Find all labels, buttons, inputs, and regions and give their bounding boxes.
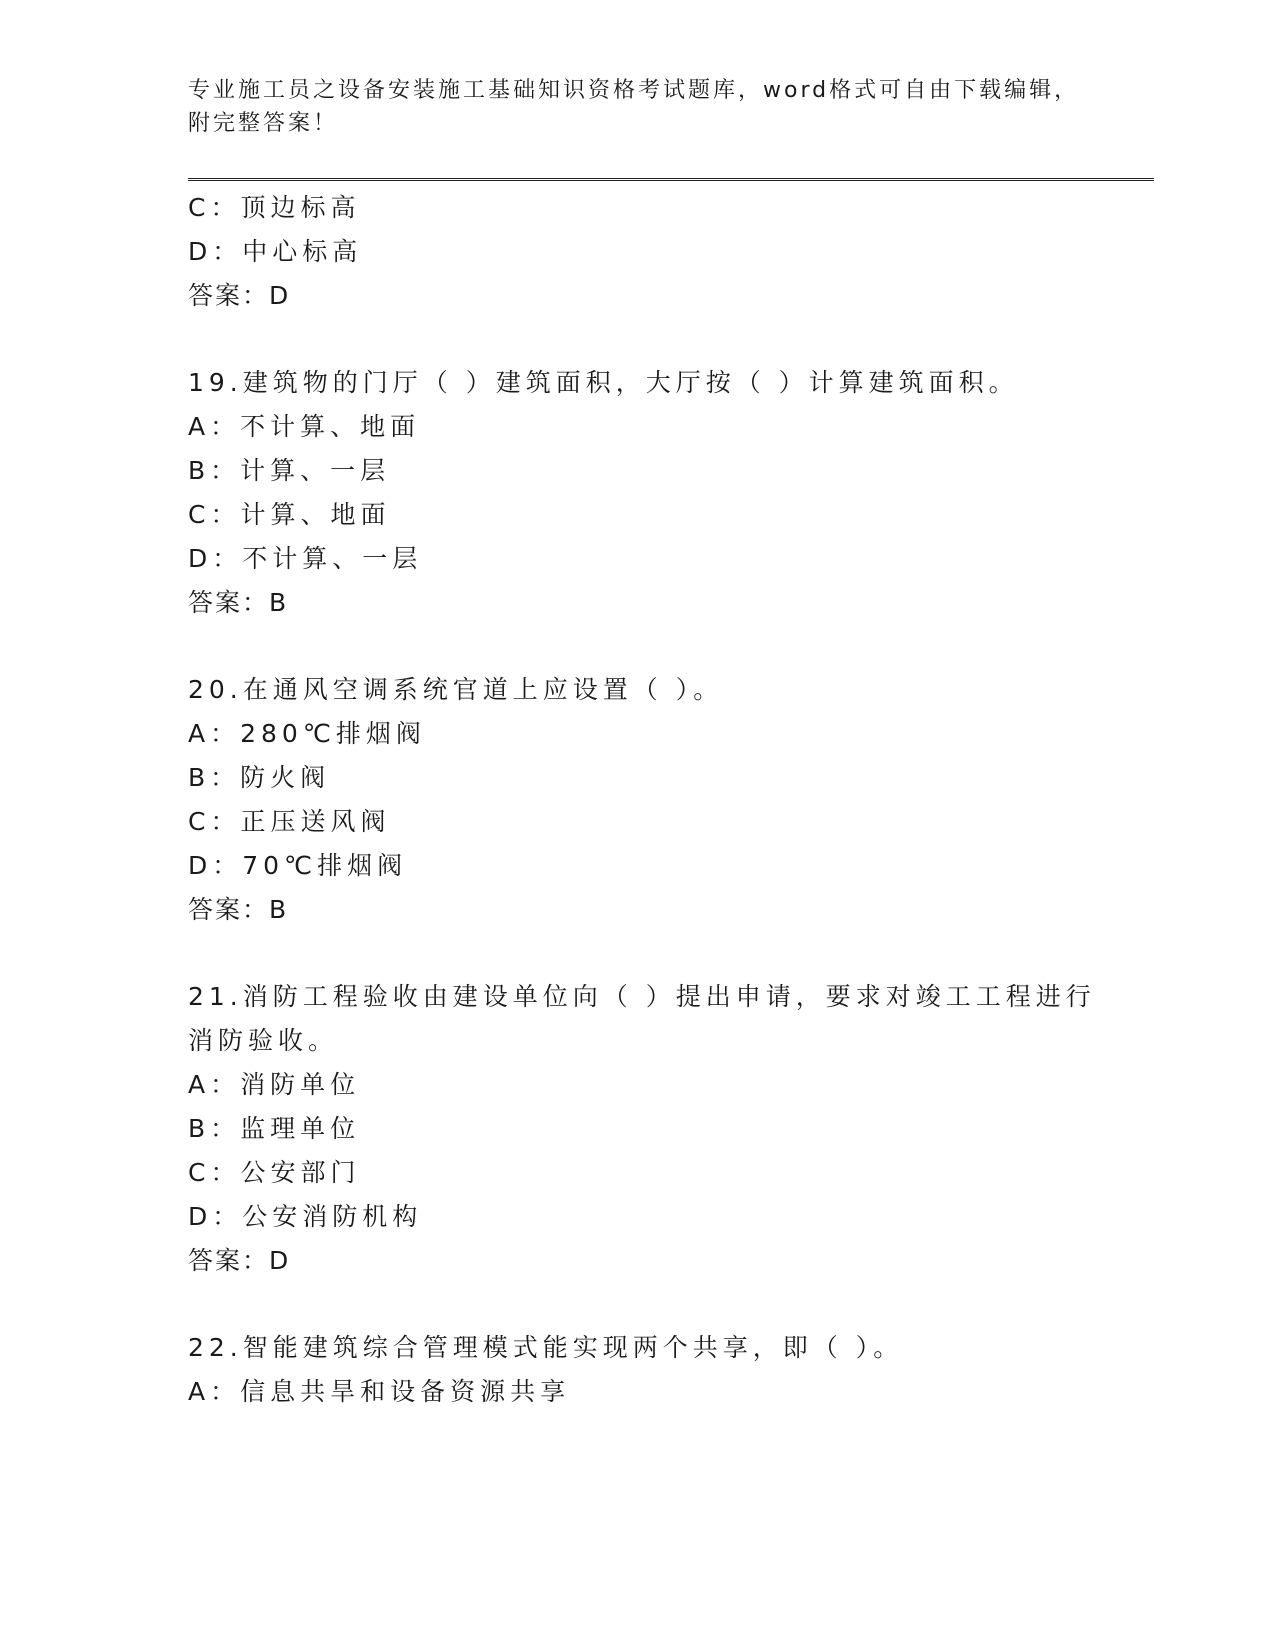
q21-question-line-2: 消防验收。 [188,1026,339,1055]
document-header [188,74,1088,140]
q20-option-a: A：280℃排烟阀 [188,719,426,748]
q18-answer: 答案：D [188,281,291,310]
q18-option-d: D：中心标高 [188,237,363,266]
q21-option-c: C：公安部门 [188,1158,361,1187]
q21-option-a: A：消防单位 [188,1070,361,1099]
q19-option-c: C：计算、地面 [188,500,391,529]
q21-option-b: B：监理单位 [188,1114,361,1143]
q19-option-d: D：不计算、一层 [188,544,423,573]
header-line-2: 附完整答案！ [188,111,339,136]
q19-option-a: A：不计算、地面 [188,412,421,441]
q21-option-d: D：公安消防机构 [188,1202,423,1231]
q21-answer: 答案：D [188,1246,291,1275]
q20-option-c: C：正压送风阀 [188,807,391,836]
q20-answer: 答案：B [188,895,289,924]
q19-question: 19.建筑物的门厅（ ）建筑面积，大厅按（ ）计算建筑面积。 [188,368,1019,397]
q22-question: 22.智能建筑综合管理模式能实现两个共享，即（ ）。 [188,1333,904,1362]
q19-option-b: B：计算、一层 [188,456,391,485]
q20-option-d: D：70℃排烟阀 [188,851,408,880]
q20-option-b: B：防火阀 [188,763,331,792]
q20-question: 20.在通风空调系统官道上应设置（ ）。 [188,675,724,704]
q22-option-a: A：信息共旱和设备资源共享 [188,1377,571,1406]
q18-option-c: C：顶边标高 [188,193,361,222]
header-divider [188,178,1154,181]
q19-answer: 答案：B [188,588,289,617]
q21-question-line-1: 21.消防工程验收由建设单位向（ ）提出申请，要求对竣工工程进行 [188,982,1096,1011]
header-line-1: 专业施工员之设备安装施工基础知识资格考试题库，word格式可自由下载编辑， [188,78,1080,103]
